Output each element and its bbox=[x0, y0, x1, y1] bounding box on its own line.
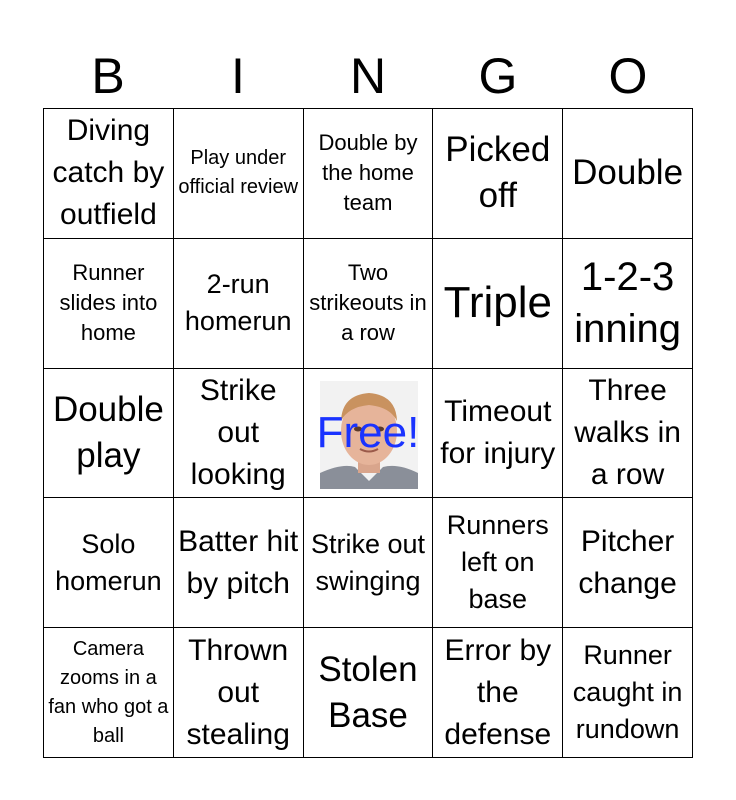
cell-text: Runners left on base bbox=[446, 510, 549, 615]
cell-text: Picked off bbox=[445, 130, 551, 216]
cell-text: Camera zooms in a fan who got a ball bbox=[48, 637, 169, 747]
bingo-cell[interactable] bbox=[174, 109, 304, 239]
bingo-cell[interactable] bbox=[433, 498, 563, 628]
bingo-cell[interactable] bbox=[563, 109, 693, 239]
cell-text: Error by the defense bbox=[444, 633, 552, 751]
cell-text: Diving catch by outfield bbox=[52, 114, 165, 232]
bingo-cell[interactable] bbox=[563, 239, 693, 369]
cell-text: Batter hit by pitch bbox=[178, 524, 299, 600]
cell-text: Three walks in a row bbox=[574, 374, 681, 491]
cell-text: Stolen Base bbox=[318, 649, 418, 735]
bingo-cell[interactable] bbox=[44, 369, 174, 499]
cell-text: Double by the home team bbox=[318, 130, 418, 216]
bingo-header bbox=[43, 48, 693, 104]
cell-text: Timeout for injury bbox=[440, 394, 556, 470]
bingo-cell[interactable] bbox=[304, 239, 434, 369]
header-letter-o: O bbox=[608, 48, 648, 104]
bingo-cell[interactable] bbox=[304, 498, 434, 628]
bingo-cell[interactable] bbox=[433, 369, 563, 499]
bingo-cell[interactable] bbox=[44, 498, 174, 628]
bingo-cell[interactable] bbox=[174, 498, 304, 628]
bingo-cell[interactable] bbox=[433, 628, 563, 758]
cell-text: Double bbox=[572, 153, 684, 193]
header-letter-b: B bbox=[91, 48, 125, 104]
free-space-label: Free! bbox=[316, 407, 420, 457]
bingo-cell[interactable] bbox=[304, 109, 434, 239]
header-letter-g: G bbox=[478, 48, 518, 104]
free-space-cell[interactable] bbox=[304, 369, 434, 499]
bingo-cell[interactable] bbox=[44, 239, 174, 369]
bingo-cell[interactable] bbox=[563, 369, 693, 499]
bingo-cell[interactable] bbox=[174, 369, 304, 499]
bingo-grid bbox=[43, 108, 693, 758]
cell-text: Strike out looking bbox=[190, 374, 286, 491]
bingo-cell[interactable] bbox=[44, 109, 174, 239]
cell-text: 2-run homerun bbox=[184, 269, 292, 337]
cell-text: Runner slides into home bbox=[59, 260, 158, 346]
bingo-cell[interactable] bbox=[304, 628, 434, 758]
cell-text: Strike out swinging bbox=[310, 528, 426, 596]
bingo-cell[interactable] bbox=[563, 628, 693, 758]
cell-text: 1-2-3 inning bbox=[574, 255, 681, 352]
cell-text: Double play bbox=[52, 389, 164, 475]
header-letter-n: N bbox=[349, 48, 387, 104]
cell-text: Triple bbox=[443, 278, 552, 328]
cell-text: Play under official review bbox=[178, 147, 299, 199]
cell-text: Runner caught in rundown bbox=[572, 640, 683, 745]
cell-text: Pitcher change bbox=[578, 524, 677, 600]
cell-text: Solo homerun bbox=[55, 528, 162, 596]
header-letter-i: I bbox=[231, 48, 245, 104]
cell-text: Thrown out stealing bbox=[186, 633, 290, 751]
bingo-cell[interactable] bbox=[44, 628, 174, 758]
bingo-cell[interactable] bbox=[563, 498, 693, 628]
bingo-cell[interactable] bbox=[174, 239, 304, 369]
bingo-cell[interactable] bbox=[174, 628, 304, 758]
bingo-cell[interactable] bbox=[433, 109, 563, 239]
cell-text: Two strikeouts in a row bbox=[309, 260, 427, 346]
bingo-cell[interactable] bbox=[433, 239, 563, 369]
